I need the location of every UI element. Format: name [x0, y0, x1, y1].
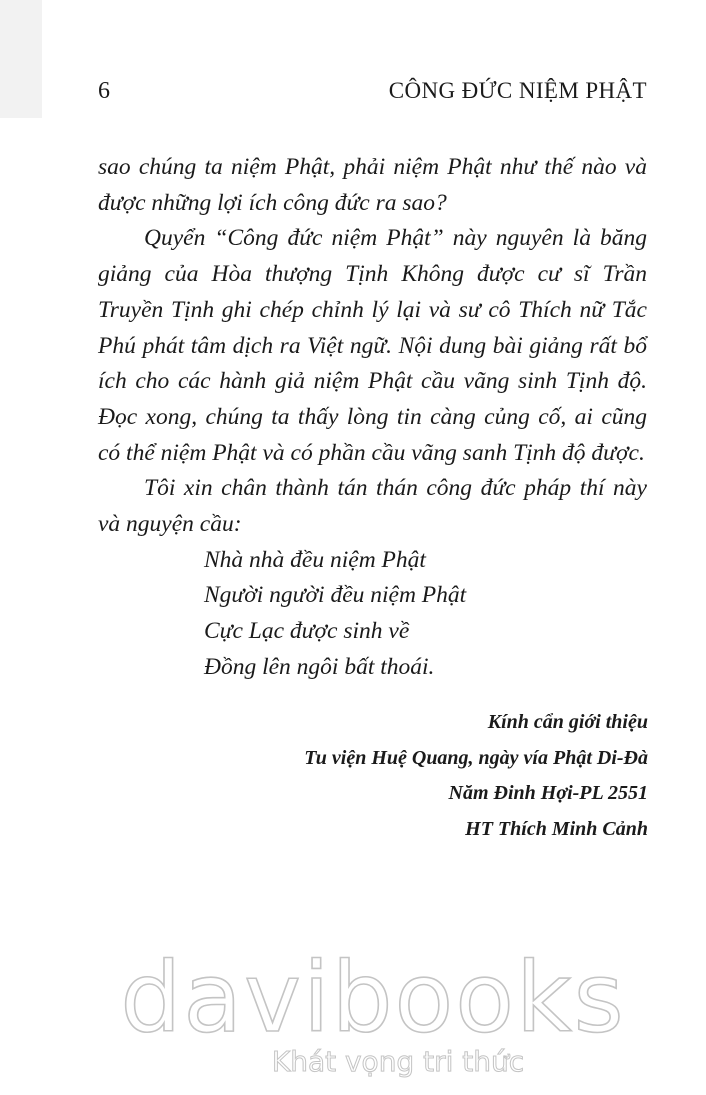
- verse-line: Cực Lạc được sinh về: [204, 618, 410, 645]
- page-edge-shadow: [0, 0, 42, 118]
- signature-author: HT Thích Minh Cảnh: [465, 818, 648, 841]
- verse-line: Người người đều niệm Phật: [204, 582, 467, 609]
- signature-place-date: Tu viện Huệ Quang, ngày vía Phật Di-Đà: [304, 746, 648, 769]
- running-header-title: CÔNG ĐỨC NIỆM PHẬT: [388, 78, 647, 103]
- signature-year: Năm Đinh Hợi-PL 2551: [448, 782, 648, 805]
- verse-line: Nhà nhà đều niệm Phật: [204, 546, 426, 573]
- body-text: [98, 150, 647, 686]
- watermark: [0, 942, 706, 1080]
- watermark-tagline: Khát vọng tri thức: [271, 1045, 525, 1078]
- paragraph-continuation: sao chúng ta niệm Phật, phải niệm Phật như thế nào và được những lợi ích công đức ra sao?: [98, 154, 647, 216]
- signature-salutation: Kính cẩn giới thiệu: [487, 711, 648, 733]
- paragraph-dedication: Tôi xin chân thành tán thán công đức pháp thí này và nguyện cầu:: [98, 475, 647, 538]
- signature-block: [304, 705, 648, 848]
- verse-block: [98, 543, 647, 686]
- watermark-logo: davibooks: [120, 942, 626, 1054]
- paragraph-book-description: Quyển “Công đức niệm Phật” này nguyên là băng giảng của Hòa thượng Tịnh Không được cư sĩ Trần Truyền Tịnh ghi chép chỉnh lý lại và sư cô Thích nữ Tắc Phú phát tâm dịch ra Việt ngữ. Nội dung bài giảng rất bổ ích cho các hành giả niệm Phật cầu vãng sinh Tịnh độ. Đọc xong, chúng ta thấy lòng tin càng củng cố, ai cũng có thể niệm Phật và có phần cầu vãng sanh Tịnh độ được.: [98, 225, 647, 466]
- page-number: 6: [98, 78, 110, 104]
- verse-line: Đồng lên ngôi bất thoái.: [204, 653, 435, 680]
